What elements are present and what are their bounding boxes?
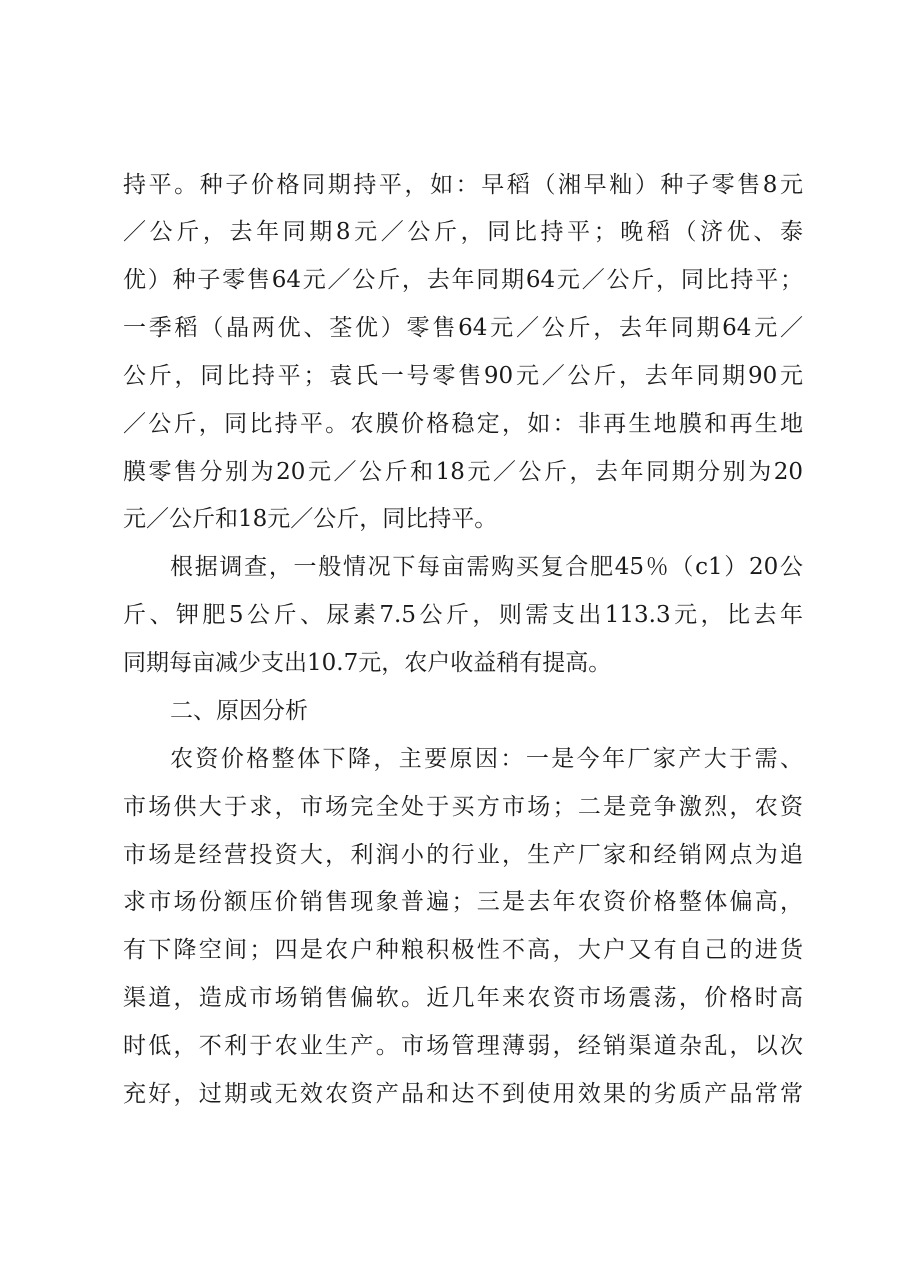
text-line: 时低，不利于农业生产。市场管理薄弱，经销渠道杂乱，以次 bbox=[123, 1033, 803, 1059]
text-line: 同期每亩减少支出10.7元，农户收益稍有提高。 bbox=[123, 650, 612, 676]
text-line: 优）种子零售64元／公斤，去年同期64元／公斤，同比持平； bbox=[123, 267, 803, 293]
paragraph-first-line: 根据调查，一般情况下每亩需购买复合肥45％（c1）20公 bbox=[170, 554, 803, 580]
text-line: 一季稻（晶两优、荃优）零售64元／公斤，去年同期64元／ bbox=[123, 315, 803, 341]
text-line: 持平。种子价格同期持平，如：早稻（湘早籼）种子零售8元 bbox=[123, 172, 803, 198]
text-line: ／公斤，去年同期8元／公斤，同比持平；晚稻（济优、泰 bbox=[123, 219, 803, 245]
text-line: 市场是经营投资大，利润小的行业，生产厂家和经销网点为追 bbox=[123, 842, 803, 868]
text-line: 有下降空间；四是农户种粮积极性不高，大户又有自己的进货 bbox=[123, 937, 803, 963]
section-heading: 二、原因分析 bbox=[170, 698, 308, 724]
paragraph-first-line: 农资价格整体下降，主要原因：一是今年厂家产大于需、 bbox=[170, 746, 803, 772]
text-line: ／公斤，同比持平。农膜价格稳定，如：非再生地膜和再生地 bbox=[123, 411, 803, 437]
text-line: 市场供大于求，市场完全处于买方市场；二是竞争激烈，农资 bbox=[123, 794, 803, 820]
text-line: 斤、钾肥5公斤、尿素7.5公斤，则需支出113.3元，比去年 bbox=[123, 602, 803, 628]
text-line: 公斤，同比持平；袁氏一号零售90元／公斤，去年同期90元 bbox=[123, 363, 803, 389]
text-line: 渠道，造成市场销售偏软。近几年来农资市场震荡，价格时高 bbox=[123, 985, 803, 1011]
text-line: 元／公斤和18元／公斤，同比持平。 bbox=[123, 506, 498, 532]
text-line: 求市场份额压价销售现象普遍；三是去年农资价格整体偏高， bbox=[123, 889, 803, 915]
text-line: 充好，过期或无效农资产品和达不到使用效果的劣质产品常常 bbox=[123, 1081, 803, 1107]
text-line: 膜零售分别为20元／公斤和18元／公斤，去年同期分别为20 bbox=[123, 459, 803, 485]
